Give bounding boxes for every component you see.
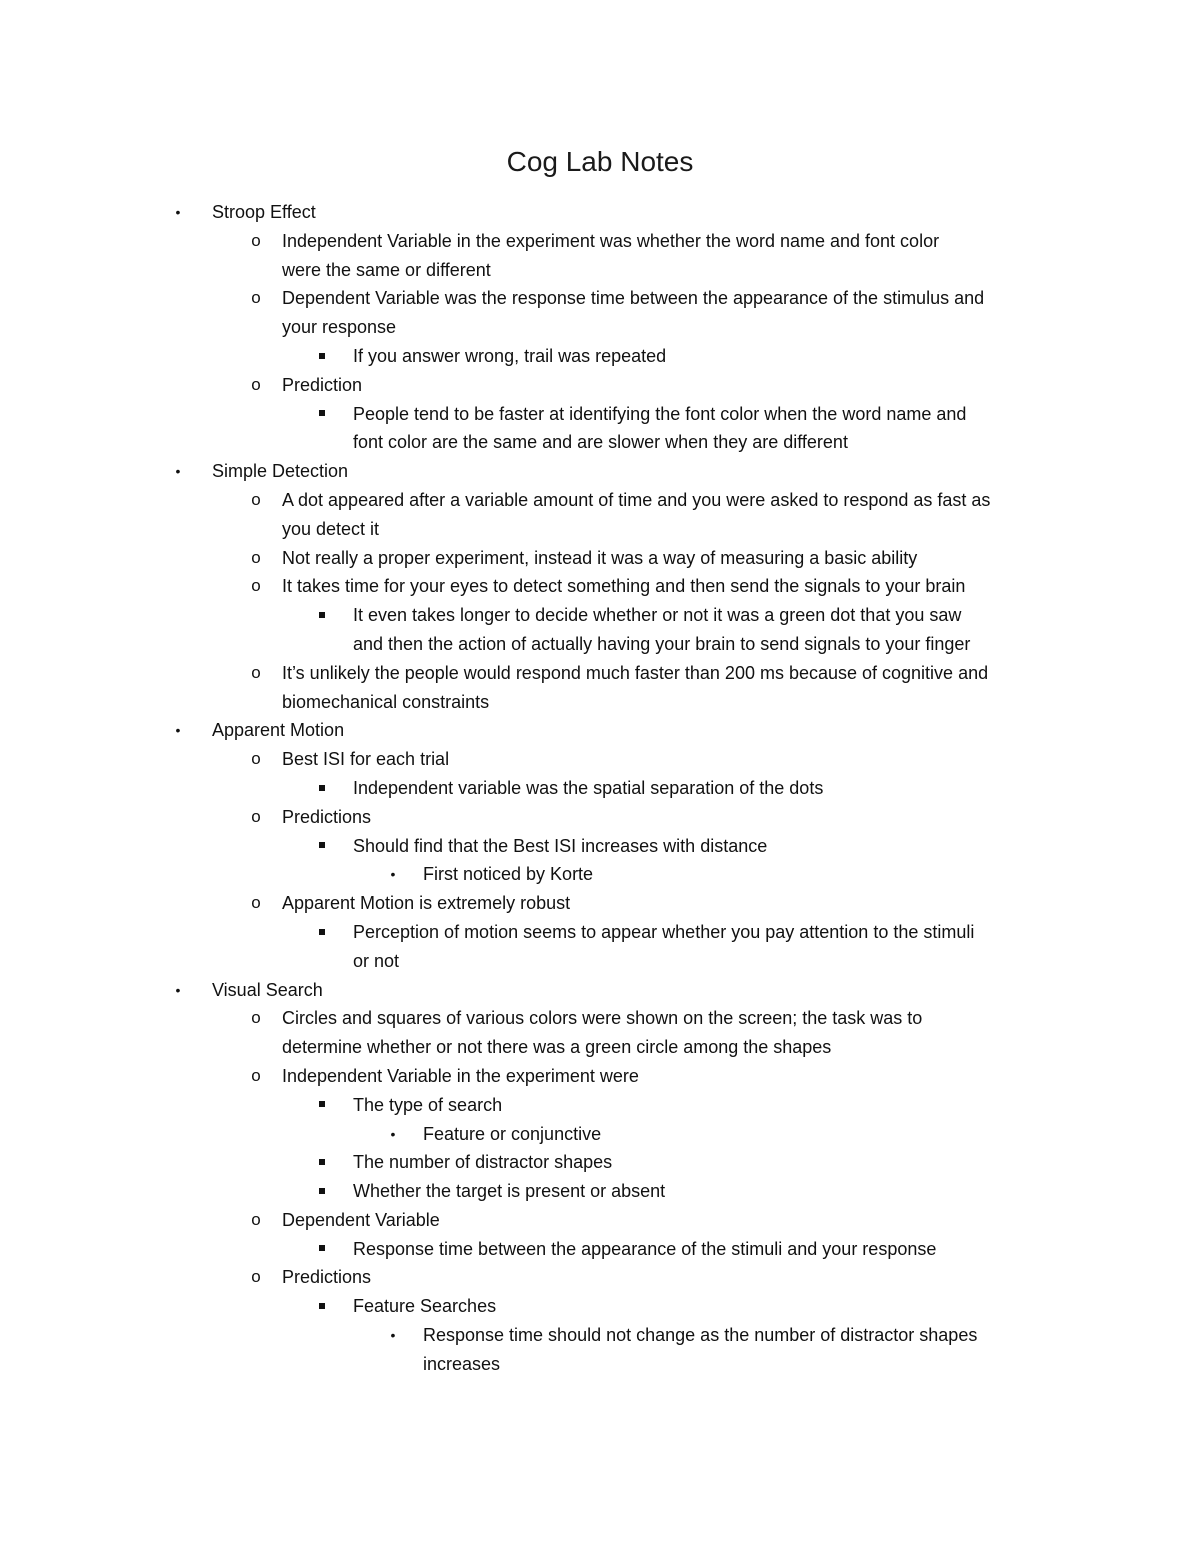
outline-item-level-1: [0, 716, 1200, 745]
outline-item-text: Dependent Variable was the response time between the appearance of the stimulus and: [282, 288, 985, 309]
outline-item-text: First noticed by Korte: [423, 864, 594, 885]
outline-item-text: Feature Searches: [353, 1296, 497, 1317]
circle-outline-bullet-icon: o: [251, 749, 261, 769]
notes-outline: [0, 198, 1200, 1379]
outline-continuation-line: [0, 313, 1200, 342]
square-bullet-shape: [319, 1245, 325, 1251]
outline-item-text: font color are the same and are slower when they are different: [353, 432, 848, 453]
outline-item-level-3: [0, 1177, 1200, 1206]
outline-item-level-2: [0, 803, 1200, 832]
outline-item-level-2: [0, 572, 1200, 601]
outline-item-text: determine whether or not there was a green circle among the shapes: [282, 1037, 832, 1058]
outline-item-text: Independent Variable in the experiment were: [282, 1065, 639, 1086]
outline-item-text: Independent variable was the spatial separation of the dots: [353, 777, 824, 798]
square-bullet-icon: [312, 400, 332, 429]
outline-item-text: It takes time for your eyes to detect something and then send the signals to your brain: [282, 576, 966, 597]
outline-item-text: Simple Detection: [212, 461, 349, 482]
square-bullet-shape: [319, 1101, 325, 1107]
outline-item-level-3: [0, 774, 1200, 803]
square-bullet-shape: [319, 929, 325, 935]
outline-item-text: or not: [353, 950, 400, 971]
outline-item-level-3: [0, 1091, 1200, 1120]
outline-item-level-2: [0, 1004, 1200, 1033]
outline-item-level-3: [0, 1148, 1200, 1177]
square-bullet-shape: [319, 353, 325, 359]
square-bullet-icon: [312, 601, 332, 630]
outline-item-level-1: [0, 457, 1200, 486]
outline-item-text: your response: [282, 317, 397, 338]
square-bullet-shape: [319, 1188, 325, 1194]
outline-item-text: It even takes longer to decide whether or not it was a green dot that you saw: [353, 605, 962, 626]
outline-item-text: Circles and squares of various colors were shown on the screen; the task was to: [282, 1008, 923, 1029]
circle-outline-bullet-icon: o: [251, 662, 261, 682]
outline-item-level-3: [0, 832, 1200, 861]
outline-item-text: Perception of motion seems to appear whether you pay attention to the stimuli: [353, 921, 975, 942]
round-bullet-icon: •: [175, 981, 181, 998]
outline-item-text: Response time should not change as the number of distractor shapes: [423, 1325, 978, 1346]
circle-outline-bullet-icon: o: [251, 1267, 261, 1287]
outline-item-level-1: [0, 976, 1200, 1005]
outline-item-text: Predictions: [282, 1267, 372, 1288]
round-bullet-icon: •: [390, 1327, 396, 1344]
round-bullet-icon: •: [390, 866, 396, 883]
outline-item-level-2: [0, 1062, 1200, 1091]
outline-item-level-3: [0, 918, 1200, 947]
square-bullet-shape: [319, 410, 325, 416]
outline-item-text: People tend to be faster at identifying the font color when the word name and: [353, 403, 967, 424]
outline-item-text: Whether the target is present or absent: [353, 1181, 666, 1202]
outline-item-text: A dot appeared after a variable amount of time and you were asked to respond as fast as: [282, 489, 991, 510]
square-bullet-icon: [312, 342, 332, 371]
square-bullet-shape: [319, 1303, 325, 1309]
outline-item-level-2: [0, 227, 1200, 256]
outline-item-level-3: [0, 342, 1200, 371]
outline-continuation-line: [0, 630, 1200, 659]
square-bullet-shape: [319, 612, 325, 618]
outline-item-text: Visual Search: [212, 979, 323, 1000]
outline-item-text: biomechanical constraints: [282, 691, 490, 712]
square-bullet-shape: [319, 1159, 325, 1165]
outline-item-level-4: [0, 1120, 1200, 1149]
outline-item-level-2: [0, 889, 1200, 918]
outline-item-text: and then the action of actually having your brain to send signals to your finger: [353, 633, 971, 654]
outline-item-text: increases: [423, 1353, 501, 1374]
outline-continuation-line: [0, 1350, 1200, 1379]
outline-item-text: Should find that the Best ISI increases with distance: [353, 835, 768, 856]
outline-continuation-line: [0, 428, 1200, 457]
circle-outline-bullet-icon: o: [251, 893, 261, 913]
outline-item-level-2: [0, 486, 1200, 515]
outline-item-level-2: [0, 1206, 1200, 1235]
square-bullet-icon: [312, 1091, 332, 1120]
square-bullet-icon: [312, 918, 332, 947]
circle-outline-bullet-icon: o: [251, 806, 261, 826]
round-bullet-icon: •: [175, 463, 181, 480]
outline-item-text: The number of distractor shapes: [353, 1152, 613, 1173]
circle-outline-bullet-icon: o: [251, 1209, 261, 1229]
circle-outline-bullet-icon: o: [251, 547, 261, 567]
outline-item-level-4: [0, 860, 1200, 889]
outline-item-text: Prediction: [282, 374, 363, 395]
outline-item-text: Stroop Effect: [212, 202, 316, 222]
outline-item-text: Feature or conjunctive: [423, 1123, 602, 1144]
outline-item-text: It’s unlikely the people would respond much faster than 200 ms because of cognitive and: [282, 662, 989, 683]
outline-item-text: Apparent Motion: [212, 720, 345, 741]
circle-outline-bullet-icon: o: [251, 230, 261, 250]
circle-outline-bullet-icon: o: [251, 489, 261, 509]
square-bullet-shape: [319, 785, 325, 791]
outline-item-level-2: [0, 745, 1200, 774]
circle-outline-bullet-icon: o: [251, 288, 261, 308]
round-bullet-icon: •: [390, 1125, 396, 1142]
outline-continuation-line: [0, 256, 1200, 285]
outline-item-text: Dependent Variable: [282, 1209, 440, 1230]
outline-item-text: Best ISI for each trial: [282, 749, 450, 770]
square-bullet-icon: [312, 1177, 332, 1206]
outline-item-level-2: [0, 659, 1200, 688]
circle-outline-bullet-icon: o: [251, 374, 261, 394]
outline-item-level-4: [0, 1321, 1200, 1350]
outline-item-text: Predictions: [282, 806, 372, 827]
round-bullet-icon: •: [175, 204, 181, 220]
outline-item-level-2: [0, 1263, 1200, 1292]
square-bullet-shape: [319, 842, 325, 848]
outline-item-text: The type of search: [353, 1094, 503, 1115]
outline-item-level-2: [0, 371, 1200, 400]
outline-item-text: were the same or different: [282, 259, 491, 280]
outline-item-text: you detect it: [282, 518, 380, 539]
outline-item-level-2: [0, 284, 1200, 313]
square-bullet-icon: [312, 1235, 332, 1264]
outline-item-text: Independent Variable in the experiment was whether the word name and font color: [282, 230, 940, 251]
outline-continuation-line: [0, 1033, 1200, 1062]
outline-item-level-3: [0, 1292, 1200, 1321]
outline-item-text: Response time between the appearance of the stimuli and your response: [353, 1238, 937, 1259]
outline-item-level-2: [0, 544, 1200, 573]
square-bullet-icon: [312, 1292, 332, 1321]
outline-item-text: If you answer wrong, trail was repeated: [353, 345, 667, 366]
outline-continuation-line: [0, 947, 1200, 976]
square-bullet-icon: [312, 774, 332, 803]
outline-item-text: Not really a proper experiment, instead it was a way of measuring a basic ability: [282, 547, 918, 568]
circle-outline-bullet-icon: o: [251, 576, 261, 596]
outline-item-level-1: [0, 198, 1200, 227]
round-bullet-icon: •: [175, 722, 181, 739]
outline-continuation-line: [0, 688, 1200, 717]
square-bullet-icon: [312, 1148, 332, 1177]
outline-continuation-line: [0, 515, 1200, 544]
outline-item-level-3: [0, 1235, 1200, 1264]
outline-item-level-3: [0, 601, 1200, 630]
document-title: Cog Lab Notes: [506, 146, 694, 177]
circle-outline-bullet-icon: o: [251, 1065, 261, 1085]
outline-item-level-3: [0, 400, 1200, 429]
outline-item-text: Apparent Motion is extremely robust: [282, 893, 571, 914]
square-bullet-icon: [312, 832, 332, 861]
circle-outline-bullet-icon: o: [251, 1008, 261, 1028]
